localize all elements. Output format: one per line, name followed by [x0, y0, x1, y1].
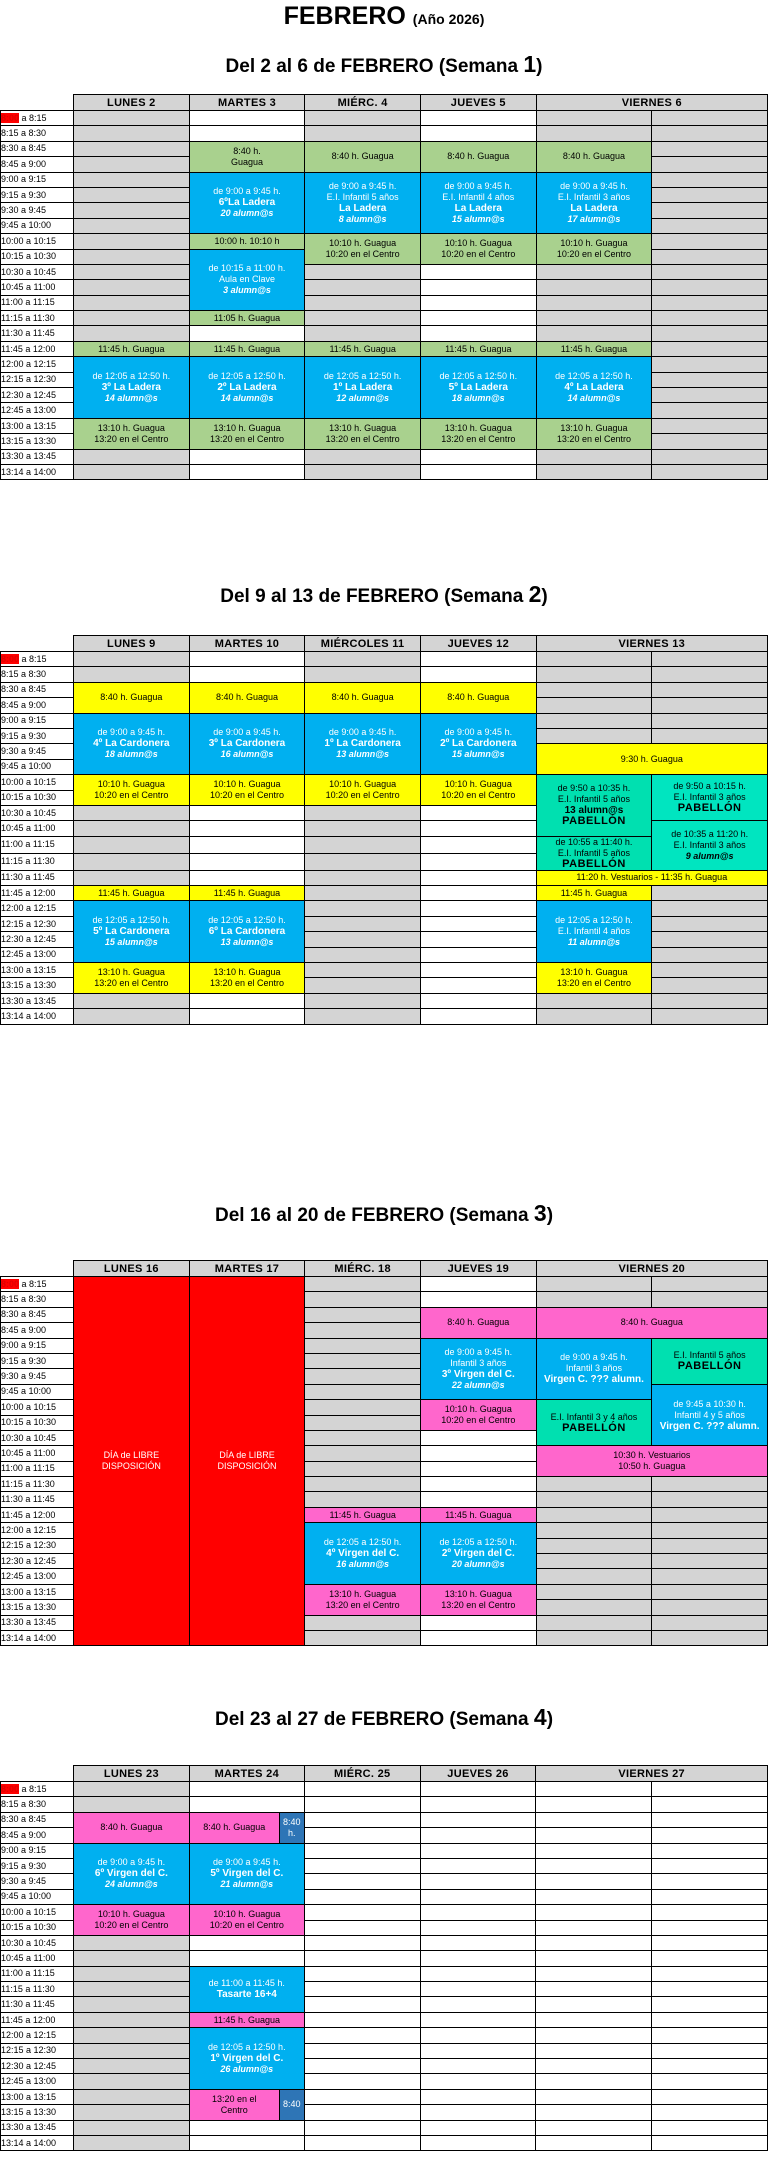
event-block: 8:40 h. Guagua: [74, 1812, 190, 1843]
time-slot: 11:00 a 11:15: [1, 836, 74, 853]
event-block: de 9:00 a 9:45 h. 5º Virgen del C. 21 alumn@s: [189, 1843, 304, 1905]
day-header: LUNES 16: [74, 1261, 190, 1277]
time-slot: 13:14 a 14:00: [1, 1630, 74, 1645]
event-block: 13:20 en el Centro: [189, 2089, 279, 2120]
event-block: 10:10 h. Guagua 10:20 en el Centro: [189, 1905, 304, 1936]
time-slot: 8:00 a 8:15: [1, 1782, 74, 1797]
time-slot: 11:15 a 11:30: [1, 1982, 74, 1997]
event-block: 10:10 h. Guagua 10:20 en el Centro: [305, 234, 421, 265]
event-block: E.I. Infantil 3 y 4 años PABELLÓN: [536, 1400, 652, 1446]
event-block: 8:40 h. Guagua: [420, 1307, 536, 1338]
time-slot: 13:14 a 14:00: [1, 2135, 74, 2150]
event-block: 8:40 h. Guagua: [536, 141, 652, 172]
day-header: LUNES 2: [74, 95, 190, 111]
event-block: 11:45 h. Guagua: [536, 886, 652, 901]
time-slot: 13:15 a 13:30: [1, 434, 74, 449]
event-block: 13:10 h. Guagua 13:20 en el Centro: [189, 418, 305, 449]
day-header: VIERNES 20: [536, 1261, 767, 1277]
week-3-title: Del 16 al 20 de FEBRERO (Semana 3): [214, 1200, 554, 1226]
week-3-table: [0, 1260, 768, 1646]
event-block: de 10:55 a 11:40 h. E.I. Infantil 5 años PABELLÓN: [536, 836, 652, 870]
time-slot: 10:00 a 10:15: [1, 1400, 74, 1415]
event-block: de 9:45 a 10:30 h. Infantil 4 y 5 años Virgen C. ??? alumn.: [652, 1384, 768, 1446]
day-header: MIÉRC. 18: [305, 1261, 421, 1277]
time-slot: 8:00 a 8:15: [1, 652, 74, 667]
day-header: JUEVES 5: [420, 95, 536, 111]
week-2-title: Del 9 al 13 de FEBRERO (Semana 2): [220, 581, 548, 607]
time-slot: 9:30 a 9:45: [1, 1874, 74, 1889]
time-slot: 12:45 a 13:00: [1, 2074, 74, 2089]
event-block: de 12:05 a 12:50 h. 4º Virgen del C. 16 alumn@s: [305, 1523, 421, 1585]
event-block: 13:10 h. Guagua 13:20 en el Centro: [74, 963, 190, 994]
time-slot: 10:30 a 10:45: [1, 1430, 74, 1445]
event-block: 8:40 h. Guagua: [189, 141, 305, 172]
event-block: 13:10 h. Guagua 13:20 en el Centro: [305, 418, 421, 449]
time-slot: 13:00 a 13:15: [1, 2089, 74, 2104]
time-slot: 11:30 a 11:45: [1, 326, 74, 341]
time-slot: 8:45 a 9:00: [1, 157, 74, 172]
event-block: 11:45 h. Guagua: [305, 1507, 421, 1522]
event-block: DÍA de LIBRE DISPOSICIÓN: [189, 1277, 305, 1646]
time-slot: 13:00 a 13:15: [1, 963, 74, 978]
time-slot: 8:15 a 8:30: [1, 1292, 74, 1307]
day-header: JUEVES 19: [420, 1261, 536, 1277]
event-block: de 12:05 a 12:50 h. 5º La Ladera 18 alumn@s: [420, 357, 536, 419]
time-slot: 8:30 a 8:45: [1, 1307, 74, 1322]
time-slot: 12:00 a 12:15: [1, 901, 74, 916]
time-slot: 13:30 a 13:45: [1, 1615, 74, 1630]
event-block: de 9:00 a 9:45 h. 6º Virgen del C. 24 alumn@s: [74, 1843, 190, 1905]
event-block: 9:30 h. Guagua: [536, 744, 767, 775]
event-block: 10:10 h. Guagua 10:20 en el Centro: [420, 775, 536, 806]
event-block: 8:40 h. Guagua: [189, 1812, 279, 1843]
time-slot: 11:45 a 12:00: [1, 886, 74, 901]
event-block: 13:10 h. Guagua 13:20 en el Centro: [536, 418, 652, 449]
time-slot: 9:45 a 10:00: [1, 1384, 74, 1399]
event-block: 11:45 h. Guagua: [420, 1507, 536, 1522]
event-block: de 9:00 a 9:45 h. 6ºLa Ladera 20 alumn@s: [189, 172, 305, 234]
event-block: 10:10 h. Guagua 10:20 en el Centro: [74, 775, 190, 806]
time-slot: 10:15 a 10:30: [1, 790, 74, 805]
week-4-title: Del 23 al 27 de FEBRERO (Semana 4): [214, 1704, 554, 1730]
time-slot: 13:14 a 14:00: [1, 464, 74, 479]
time-slot: 11:00 a 11:15: [1, 295, 74, 310]
time-slot: 10:15 a 10:30: [1, 1415, 74, 1430]
event-block: 11:45 h. Guagua: [189, 341, 305, 356]
week-1-title: Del 2 al 6 de FEBRERO (Semana 1): [225, 51, 543, 77]
day-header: VIERNES 27: [536, 1766, 768, 1782]
time-slot: 9:45 a 10:00: [1, 218, 74, 233]
time-slot: 12:15 a 12:30: [1, 1538, 74, 1553]
event-block: 10:00 h. 10:10 h: [189, 234, 305, 249]
event-block: 11:45 h. Guagua: [420, 341, 536, 356]
time-slot: 9:00 a 9:15: [1, 1338, 74, 1353]
day-header: JUEVES 12: [420, 636, 536, 652]
day-header: MIÉRC. 25: [304, 1766, 420, 1782]
time-slot: 12:15 a 12:30: [1, 916, 74, 931]
time-slot: 13:15 a 13:30: [1, 1600, 74, 1615]
time-slot: 8:15 a 8:30: [1, 126, 74, 141]
time-slot: 9:30 a 9:45: [1, 203, 74, 218]
time-slot: 12:30 a 12:45: [1, 388, 74, 403]
time-slot: 12:45 a 13:00: [1, 1569, 74, 1584]
event-block: 8:40: [279, 2089, 304, 2120]
time-slot: 13:15 a 13:30: [1, 978, 74, 993]
time-slot: 8:15 a 8:30: [1, 1797, 74, 1812]
time-slot: 8:00 a 8:15: [1, 111, 74, 126]
event-block: de 11:00 a 11:45 h. Tasarte 16+4: [189, 1966, 304, 2012]
time-slot: 9:45 a 10:00: [1, 759, 74, 774]
time-slot: 11:45 a 12:00: [1, 1507, 74, 1522]
time-slot: 9:15 a 9:30: [1, 728, 74, 743]
day-header: JUEVES 26: [420, 1766, 536, 1782]
time-slot: 11:30 a 11:45: [1, 870, 74, 885]
event-block: 10:10 h. Guagua 10:20 en el Centro: [305, 775, 421, 806]
time-slot: 13:30 a 13:45: [1, 993, 74, 1008]
event-block: 8:40 h. Guagua: [536, 1307, 767, 1338]
event-block: de 10:35 a 11:20 h. E.I. Infantil 3 años 9 alumn@s: [652, 821, 768, 870]
event-block: 8:40 h. Guagua: [305, 141, 421, 172]
day-header: LUNES 23: [74, 1766, 190, 1782]
time-slot: 8:45 a 9:00: [1, 1323, 74, 1338]
week-1-table: [0, 94, 768, 480]
event-block: de 9:50 a 10:35 h. E.I. Infantil 5 años 13 alumn@s PABELLÓN: [536, 775, 652, 837]
event-block: 11:20 h. Vestuarios - 11:35 h. Guagua: [536, 870, 767, 885]
day-header: MIÉRCOLES 11: [305, 636, 421, 652]
event-block: 10:10 h. Guagua 10:20 en el Centro: [420, 234, 536, 265]
event-block: 10:10 h. Guagua 10:20 en el Centro: [189, 775, 305, 806]
event-block: 8:40 h. Guagua: [74, 682, 190, 713]
time-slot: 12:30 a 12:45: [1, 932, 74, 947]
event-block: de 12:05 a 12:50 h. E.I. Infantil 4 años 11 alumn@s: [536, 901, 652, 963]
time-slot: 13:15 a 13:30: [1, 2105, 74, 2120]
event-block: DÍA de LIBRE DISPOSICIÓN: [74, 1277, 190, 1646]
time-slot: 10:45 a 11:00: [1, 1951, 74, 1966]
event-block: de 12:05 a 12:50 h. 1º La Ladera 12 alumn@s: [305, 357, 421, 419]
event-block: de 9:50 a 10:15 h. E.I. Infantil 3 años PABELLÓN: [652, 775, 768, 821]
event-block: de 9:00 a 9:45 h. Infantil 3 años Virgen C. ??? alumn.: [536, 1338, 652, 1400]
time-slot: 10:15 a 10:30: [1, 1920, 74, 1935]
time-slot: 9:00 a 9:15: [1, 713, 74, 728]
event-block: 8:40 h.: [279, 1812, 304, 1843]
event-block: de 12:05 a 12:50 h. 5º La Cardonera 15 alumn@s: [74, 901, 190, 963]
time-slot: 12:15 a 12:30: [1, 2043, 74, 2058]
event-block: de 12:05 a 12:50 h. 1º Virgen del C. 26 alumn@s: [189, 2028, 304, 2090]
time-slot: 12:30 a 12:45: [1, 2059, 74, 2074]
day-header: MARTES 17: [189, 1261, 305, 1277]
time-slot: 10:45 a 11:00: [1, 1446, 74, 1461]
day-header: MIÉRC. 4: [305, 95, 421, 111]
event-block: 11:45 h. Guagua: [536, 341, 652, 356]
event-block: E.I. Infantil 5 años PABELLÓN: [652, 1338, 768, 1384]
time-slot: 8:30 a 8:45: [1, 1812, 74, 1827]
event-block: 10:10 h. Guagua 10:20 en el Centro: [536, 234, 652, 265]
time-slot: 10:30 a 10:45: [1, 264, 74, 279]
event-block: 13:10 h. Guagua 13:20 en el Centro: [420, 1584, 536, 1615]
time-slot: 11:45 a 12:00: [1, 2012, 74, 2027]
page-title: FEBRERO (Año 2026): [283, 2, 485, 30]
time-slot: 9:15 a 9:30: [1, 1353, 74, 1368]
event-block: 8:40 h. Guagua: [189, 682, 305, 713]
event-block: de 12:05 a 12:50 h. 2º La Ladera 14 alumn@s: [189, 357, 305, 419]
time-slot: 9:00 a 9:15: [1, 1843, 74, 1858]
time-slot: 10:00 a 10:15: [1, 234, 74, 249]
day-header: VIERNES 6: [536, 95, 767, 111]
week-2-table: [0, 635, 768, 1025]
event-block: de 12:05 a 12:50 h. 6º La Cardonera 13 alumn@s: [189, 901, 305, 963]
time-slot: 9:30 a 9:45: [1, 744, 74, 759]
event-block: de 9:00 a 9:45 h. E.I. Infantil 4 años La Ladera 15 alumn@s: [420, 172, 536, 234]
time-slot: 12:00 a 12:15: [1, 357, 74, 372]
day-header: MARTES 10: [189, 636, 305, 652]
event-block: de 9:00 a 9:45 h. 2º La Cardonera 15 alumn@s: [420, 713, 536, 775]
time-slot: 8:45 a 9:00: [1, 1828, 74, 1843]
time-slot: 11:00 a 11:15: [1, 1966, 74, 1981]
time-slot: 12:00 a 12:15: [1, 2028, 74, 2043]
time-slot: 9:45 a 10:00: [1, 1889, 74, 1904]
time-slot: 10:30 a 10:45: [1, 805, 74, 820]
day-header: MARTES 24: [189, 1766, 304, 1782]
time-slot: 8:15 a 8:30: [1, 667, 74, 682]
time-slot: 12:45 a 13:00: [1, 947, 74, 962]
event-block: de 12:05 a 12:50 h. 2º Virgen del C. 20 alumn@s: [420, 1523, 536, 1585]
event-block: 10:30 h. Vestuarios 10:50 h. Guagua: [536, 1446, 767, 1477]
time-slot: 9:30 a 9:45: [1, 1369, 74, 1384]
event-block: de 9:00 a 9:45 h. E.I. Infantil 5 años La Ladera 8 alumn@s: [305, 172, 421, 234]
time-slot: 9:00 a 9:15: [1, 172, 74, 187]
time-slot: 13:00 a 13:15: [1, 1584, 74, 1599]
event-block: 11:45 h. Guagua: [189, 2012, 304, 2027]
time-slot: 11:15 a 11:30: [1, 311, 74, 326]
time-slot: 10:00 a 10:15: [1, 775, 74, 790]
event-block: de 9:00 a 9:45 h. 3º La Cardonera 16 alumn@s: [189, 713, 305, 775]
event-block: 13:10 h. Guagua 13:20 en el Centro: [536, 963, 652, 994]
time-slot: 10:00 a 10:15: [1, 1905, 74, 1920]
event-block: 8:40 h. Guagua: [420, 682, 536, 713]
time-slot: 11:30 a 11:45: [1, 1492, 74, 1507]
event-block: de 12:05 a 12:50 h. 4º La Ladera 14 alumn@s: [536, 357, 652, 419]
event-block: 8:40 h. Guagua: [305, 682, 421, 713]
time-slot: 13:30 a 13:45: [1, 2120, 74, 2135]
time-slot: 13:00 a 13:15: [1, 418, 74, 433]
time-slot: 12:45 a 13:00: [1, 403, 74, 418]
time-slot: 10:15 a 10:30: [1, 249, 74, 264]
day-header: MARTES 3: [189, 95, 305, 111]
event-block: 10:10 h. Guagua 10:20 en el Centro: [74, 1905, 190, 1936]
time-slot: 8:45 a 9:00: [1, 698, 74, 713]
time-slot: 11:15 a 11:30: [1, 1477, 74, 1492]
event-block: de 9:00 a 9:45 h. E.I. Infantil 3 años La Ladera 17 alumn@s: [536, 172, 652, 234]
time-slot: 8:30 a 8:45: [1, 682, 74, 697]
time-slot: 10:30 a 10:45: [1, 1935, 74, 1950]
week-4-table: [0, 1765, 768, 2151]
event-block: de 10:15 a 11:00 h. Aula en Clave 3 alumn@s: [189, 249, 305, 311]
time-slot: 10:45 a 11:00: [1, 821, 74, 836]
event-block: 13:10 h. Guagua 13:20 en el Centro: [420, 418, 536, 449]
event-block: 13:10 h. Guagua 13:20 en el Centro: [74, 418, 190, 449]
time-slot: 10:45 a 11:00: [1, 280, 74, 295]
event-block: 11:45 h. Guagua: [74, 886, 190, 901]
time-slot: 11:45 a 12:00: [1, 341, 74, 356]
time-slot: 11:15 a 11:30: [1, 853, 74, 870]
event-block: 11:05 h. Guagua: [189, 311, 305, 326]
event-block: de 9:00 a 9:45 h. 1º La Cardonera 13 alumn@s: [305, 713, 421, 775]
event-block: de 9:00 a 9:45 h. 4º La Cardonera 18 alumn@s: [74, 713, 190, 775]
day-header: VIERNES 13: [536, 636, 767, 652]
time-slot: 11:30 a 11:45: [1, 1997, 74, 2012]
time-slot: 12:30 a 12:45: [1, 1554, 74, 1569]
time-slot: 8:30 a 8:45: [1, 141, 74, 156]
time-slot: 12:00 a 12:15: [1, 1523, 74, 1538]
time-slot: 13:30 a 13:45: [1, 449, 74, 464]
time-slot: 8:00 a 8:15: [1, 1277, 74, 1292]
event-block: 10:10 h. Guagua 10:20 en el Centro: [420, 1400, 536, 1431]
event-block: 8:40 h. Guagua: [420, 141, 536, 172]
time-slot: 11:00 a 11:15: [1, 1461, 74, 1476]
time-slot: 9:15 a 9:30: [1, 187, 74, 202]
time-slot: 12:15 a 12:30: [1, 372, 74, 387]
time-slot: 13:14 a 14:00: [1, 1009, 74, 1024]
event-block: 11:45 h. Guagua: [305, 341, 421, 356]
event-block: 11:45 h. Guagua: [189, 886, 305, 901]
day-header: LUNES 9: [74, 636, 190, 652]
event-block: 13:10 h. Guagua 13:20 en el Centro: [189, 963, 305, 994]
event-block: 11:45 h. Guagua: [74, 341, 190, 356]
event-block: de 12:05 a 12:50 h. 3º La Ladera 14 alumn@s: [74, 357, 190, 419]
event-block: de 9:00 a 9:45 h. Infantil 3 años 3º Virgen del C. 22 alumn@s: [420, 1338, 536, 1400]
event-block: 13:10 h. Guagua 13:20 en el Centro: [305, 1584, 421, 1615]
time-slot: 9:15 a 9:30: [1, 1858, 74, 1873]
